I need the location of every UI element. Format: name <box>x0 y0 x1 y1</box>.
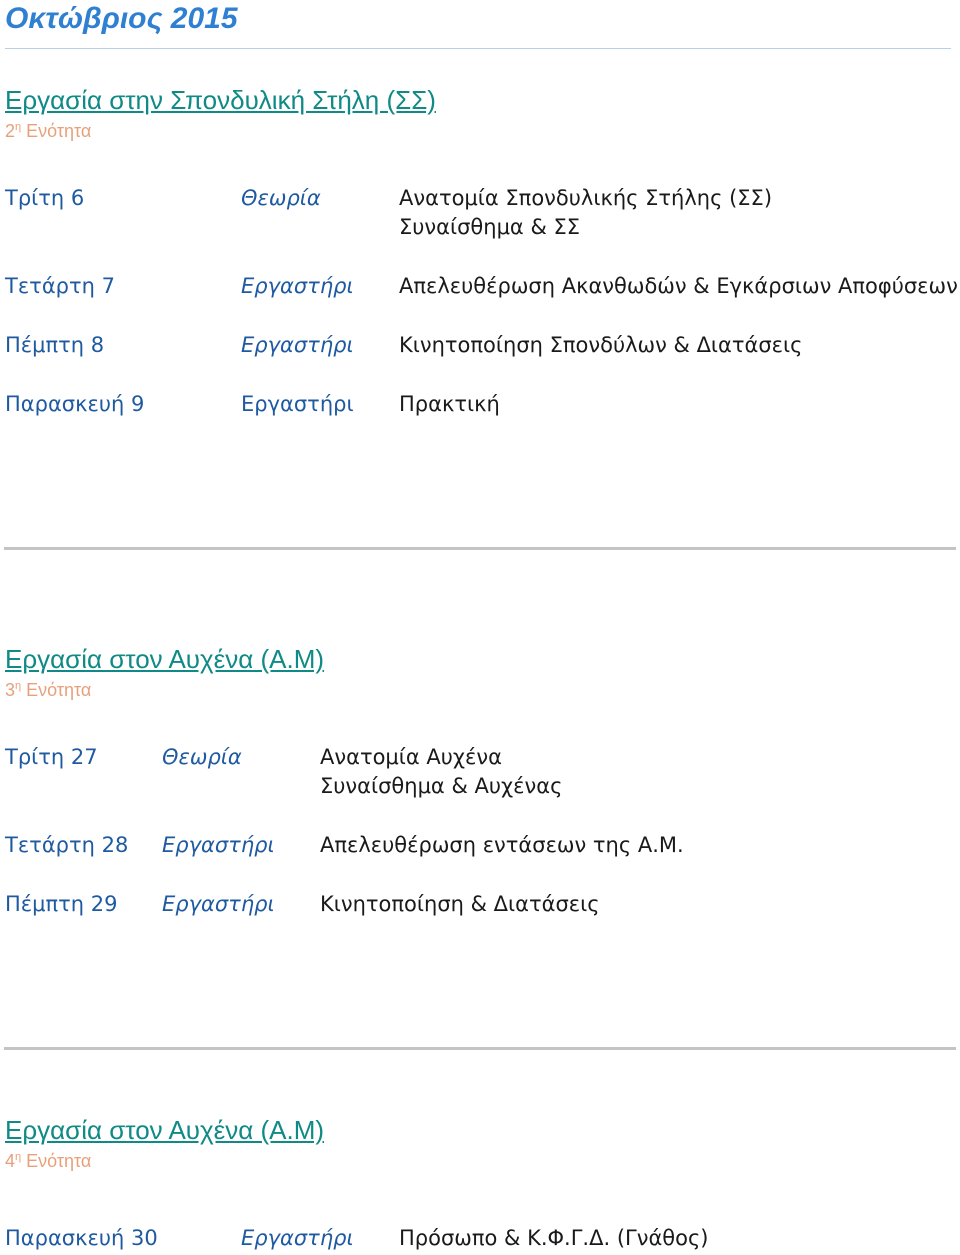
section-title-neck[interactable]: Εργασία στον Αυχένα (Α.Μ) <box>5 644 325 674</box>
row-description: Συναίσθημα & ΣΣ <box>399 215 581 239</box>
month-divider <box>5 48 951 49</box>
section-divider <box>4 1047 956 1050</box>
row-day: Τρίτη 6 <box>5 186 85 210</box>
row-description: Κινητοποίηση & Διατάσεις <box>320 892 600 916</box>
section-unit-neck-2: $4^\eta$ Ενότητα <box>5 1151 92 1171</box>
row-type: Θεωρία <box>241 186 321 210</box>
row-day: Τετάρτη 7 <box>5 274 115 298</box>
section-unit-neck: $3^\eta$ Ενότητα <box>5 680 92 700</box>
row-description: Πρακτική <box>399 392 500 416</box>
row-day: Πέμπτη 8 <box>5 333 105 357</box>
row-day: Τετάρτη 28 <box>5 833 129 857</box>
row-day: Πέμπτη 29 <box>5 892 118 916</box>
row-description: Πρόσωπο & Κ.Φ.Γ.Δ. (Γνάθος) <box>399 1226 709 1250</box>
section-title-neck-2[interactable]: Εργασία στον Αυχένα (Α.Μ) <box>5 1115 325 1145</box>
row-description: Απελευθέρωση Ακανθωδών & Εγκάρσιων Αποφύσεων <box>399 274 958 298</box>
row-type: Εργαστήρι <box>241 333 354 357</box>
section-unit-spine: $2^\eta$ Ενότητα <box>5 121 92 141</box>
row-description: Ανατομία Σπονδυλικής Στήλης (ΣΣ) <box>399 186 773 210</box>
row-type: Εργαστήρι <box>162 892 275 916</box>
row-type: Εργαστήρι <box>241 274 354 298</box>
row-day: Τρίτη 27 <box>5 745 98 769</box>
row-day: Παρασκευή 30 <box>5 1226 158 1250</box>
month-title: Οκτώβριος 2015 <box>5 2 238 35</box>
row-description: Συναίσθημα & Αυχένας <box>320 774 563 798</box>
row-type: Εργαστήρι <box>241 1226 354 1250</box>
row-type: Θεωρία <box>162 745 242 769</box>
row-day: Παρασκευή 9 <box>5 392 145 416</box>
section-title-spine[interactable]: Εργασία στην Σπονδυλική Στήλη (ΣΣ) <box>5 85 436 115</box>
row-description: Κινητοποίηση Σπονδύλων & Διατάσεις <box>399 333 803 357</box>
row-type: Εργαστήρι <box>162 833 275 857</box>
section-divider <box>4 547 956 550</box>
row-type: Εργαστήρι <box>241 392 354 416</box>
row-description: Απελευθέρωση εντάσεων της Α.Μ. <box>320 833 684 857</box>
row-description: Ανατομία Αυχένα <box>320 745 502 769</box>
